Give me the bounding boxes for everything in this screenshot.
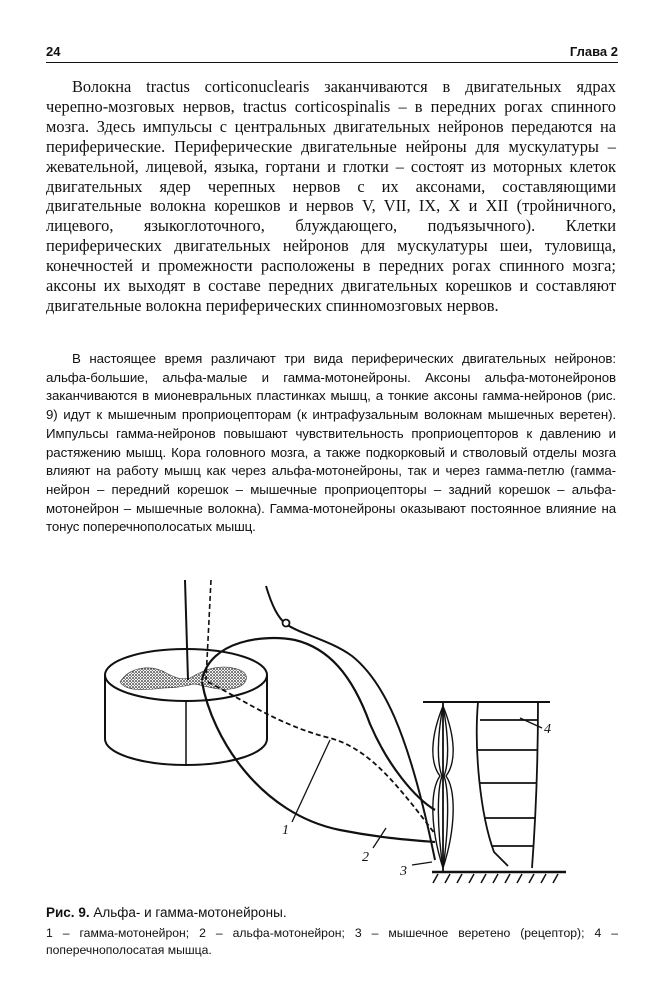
label-1: 1 xyxy=(282,823,289,838)
page-number: 24 xyxy=(46,44,61,59)
paragraph-2: В настоящее время различают три вида периферических двигательных нейронов: альфа-большие, альфа-малые и гамма-мотонейроны. Аксоны альфа-мотонейронов заканчиваются в мионевральных пластинках мышц, а тонкие аксоны гамма-нейронов (рис. 9) идут к мышечным проприоцепторам (к интрафузальным волокнам мышечных веретен). Импульсы гамма-нейронов повышают чувствительность проприоцепторов к давлению и растяжению мышц. Кора головного мозга, а также подкорковый и стволовый отделы мозга влияют на работу мышц как через альфа-мотонейроны, так и через гамма-петлю (гамма-нейрон – передний корешок – мышечные проприоцепторы – задний корешок – альфа-мотонейрон – мышечные волокна). Гамма-мотонейроны оказывают постоянное влияние на тонус поперечнополосатых мышц. xyxy=(46,351,616,535)
striated-muscle xyxy=(423,702,550,868)
figure-number: Рис. 9. xyxy=(46,905,90,920)
spinal-cord-segment xyxy=(105,649,267,765)
chapter-title: Глава 2 xyxy=(569,44,618,59)
label-4: 4 xyxy=(544,722,551,737)
figure-9-diagram xyxy=(90,578,580,898)
label-3: 3 xyxy=(400,864,407,879)
page-header xyxy=(46,40,618,63)
figure-legend: 1 – гамма-мотонейрон; 2 – альфа-мотонейрон; 3 – мышечное веретено (рецептор); 4 – поперечнополосатая мышца. xyxy=(46,926,618,957)
leader-lines xyxy=(292,718,542,865)
paragraph-1: Волокна tractus corticonuclearis заканчиваются в двигательных ядрах черепно-мозговых нервов, tractus corticospinalis – в передних рогах спинного мозга. Здесь импульсы с центральных двигательных нейронов передаются на периферические. Периферические двигательные нейроны для мускулатуры – жевательной, лицевой, языка, гортани и глотки – состоят из моторных клеток двигательных ядер черепных нервов с их аксонами, составляющими двигательные волокна корешков и нервов V, VII, IX, X и XII (тройничного, лицевого, языкоглоточного, блуждающего, подъязычного). Клетки периферических двигательных нейронов для мускулатуры шеи, туловища, конечностей и промежности расположены в передних рогах спинного мозга; аксоны их выходят в составе передних двигательных корешков и составляют двигательные волокна периферических спинномозговых нервов. xyxy=(46,77,616,315)
attachment-base xyxy=(432,872,566,883)
dorsal-root xyxy=(266,586,435,860)
figure-title: Альфа- и гамма-мотонейроны. xyxy=(93,905,287,920)
figure-caption xyxy=(46,904,618,922)
muscle-spindle xyxy=(433,702,453,872)
label-2: 2 xyxy=(362,850,369,865)
